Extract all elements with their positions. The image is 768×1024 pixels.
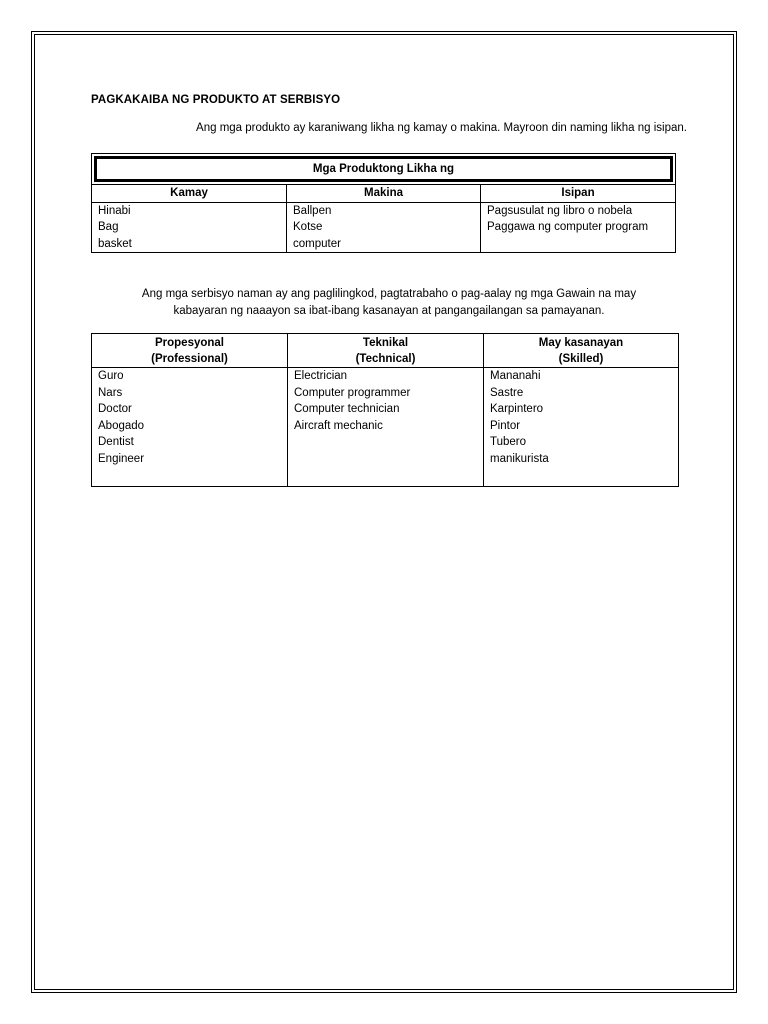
- services-header-professional-line2: (Professional): [151, 353, 228, 365]
- list-item: Abogado: [98, 419, 145, 432]
- services-header-skilled-line2: (Skilled): [558, 353, 604, 365]
- services-header-technical-line1: Teknikal: [362, 337, 409, 349]
- list-item: Electrician: [294, 370, 348, 382]
- services-header-professional: [92, 334, 288, 368]
- products-table-header-row: [92, 185, 676, 203]
- list-item: computer: [293, 237, 341, 250]
- list-item: Aircraft mechanic: [294, 419, 383, 432]
- list-item: Hinabi: [98, 204, 131, 217]
- services-table-body-row: [92, 368, 679, 487]
- list-item: Sastre: [490, 386, 524, 399]
- list-item: Computer programmer: [294, 386, 411, 399]
- services-header-skilled-line1: May kasanayan: [538, 337, 624, 349]
- list-item: Paggawa ng computer program: [487, 221, 649, 233]
- list-item: Dentist: [98, 436, 134, 448]
- products-makina-cell: [287, 202, 481, 253]
- list-item: Pintor: [490, 419, 521, 432]
- products-isipan-cell: [481, 202, 676, 253]
- list-item: Karpintero: [490, 403, 544, 415]
- list-item: manikurista: [490, 452, 549, 465]
- services-header-professional-line1: Propesyonal: [154, 337, 225, 349]
- products-table-caption-cell: [92, 154, 676, 185]
- services-technical-cell: [288, 368, 484, 487]
- products-kamay-cell: [92, 202, 287, 253]
- products-table: [91, 153, 676, 253]
- services-header-technical-line2: (Technical): [355, 353, 416, 365]
- products-table-caption: Mga Produktong Likha ng: [94, 156, 673, 182]
- list-item: Engineer: [98, 452, 145, 465]
- list-item: Tubero: [490, 436, 527, 448]
- list-item: Bag: [98, 221, 119, 233]
- list-item: Nars: [98, 386, 123, 399]
- products-header-isipan: Isipan: [481, 185, 676, 203]
- document-title: PAGKAKAIBA NG PRODUKTO AT SERBISYO: [91, 94, 341, 106]
- list-item: Ballpen: [293, 204, 332, 217]
- services-paragraph: [91, 286, 687, 320]
- services-header-skilled: [484, 334, 679, 368]
- services-paragraph-line2: kabayaran ng naaayon sa ibat-ibang kasanayan at pangangailangan sa pamayanan.: [173, 305, 605, 317]
- list-item: basket: [98, 237, 132, 250]
- services-professional-cell: [92, 368, 288, 487]
- intro-paragraph: Ang mga produkto ay karaniwang likha ng kamay o makina. Mayroon din naming likha ng isipan.: [196, 122, 687, 134]
- products-header-makina: Makina: [287, 185, 481, 203]
- list-item: Kotse: [293, 221, 323, 233]
- services-header-technical: [288, 334, 484, 368]
- services-skilled-cell: [484, 368, 679, 487]
- list-item: Doctor: [98, 403, 132, 415]
- products-header-kamay: Kamay: [92, 185, 287, 203]
- products-table-body-row: [92, 202, 676, 253]
- services-table: [91, 333, 679, 487]
- list-item: Guro: [98, 370, 124, 382]
- list-item: Mananahi: [490, 370, 541, 382]
- list-item: Computer technician: [294, 403, 400, 415]
- list-item: Pagsusulat ng libro o nobela: [487, 204, 633, 217]
- services-paragraph-line1: Ang mga serbisyo naman ay ang paglilingkod, pagtatrabaho o pag-aalay ng mga Gawain na may: [141, 288, 637, 300]
- services-table-header-row: [92, 334, 679, 368]
